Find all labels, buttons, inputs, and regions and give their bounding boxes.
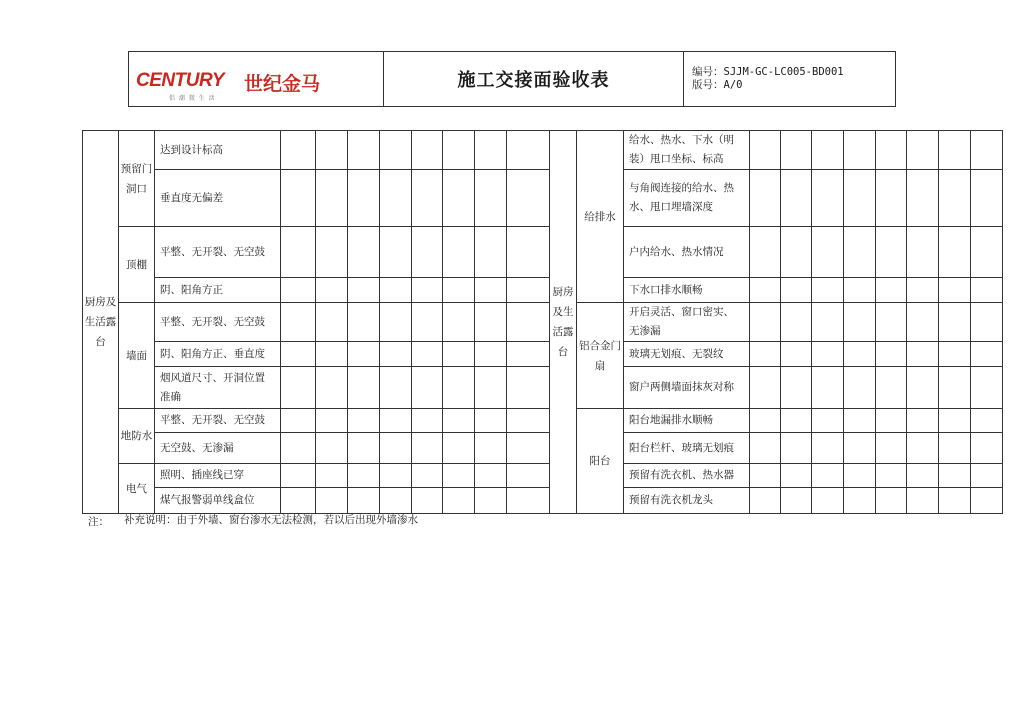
check-cell[interactable] (939, 170, 971, 227)
footnote-text: 补充说明：由于外墙、窗台渗水无法检测，若以后出现外墙渗水 (124, 514, 418, 526)
check-cell[interactable] (380, 342, 412, 367)
check-cell[interactable] (412, 278, 443, 303)
check-cell[interactable] (939, 303, 971, 342)
check-cell[interactable] (939, 131, 971, 170)
check-cell[interactable] (750, 488, 781, 514)
check-cell[interactable] (844, 433, 876, 464)
right-item-7: 窗户两侧墙面抹灰对称 (624, 367, 750, 409)
check-cell[interactable] (812, 278, 844, 303)
check-cell[interactable] (316, 131, 348, 170)
check-cell[interactable] (876, 464, 907, 488)
check-cell[interactable] (348, 409, 380, 433)
inspection-table (82, 130, 1003, 514)
check-cell[interactable] (412, 131, 443, 170)
check-cell[interactable] (750, 170, 781, 227)
check-cell[interactable] (907, 131, 939, 170)
check-cell[interactable] (507, 342, 550, 367)
check-cell[interactable] (507, 367, 550, 409)
left-item-2: 垂直度无偏差 (155, 170, 281, 227)
right-area-label: 厨房及生活露台 (550, 131, 577, 514)
check-cell[interactable] (907, 227, 939, 278)
check-cell[interactable] (812, 433, 844, 464)
check-cell[interactable] (443, 303, 475, 342)
check-cell[interactable] (876, 409, 907, 433)
check-cell[interactable] (348, 131, 380, 170)
check-cell[interactable] (907, 464, 939, 488)
check-cell[interactable] (443, 131, 475, 170)
check-cell[interactable] (443, 278, 475, 303)
footnote-label: 注： (88, 516, 109, 528)
left-item-11: 煤气报警弱单线盒位 (155, 488, 281, 514)
check-cell[interactable] (348, 433, 380, 464)
check-cell[interactable] (475, 488, 507, 514)
check-cell[interactable] (507, 131, 550, 170)
right-item-5: 开启灵活、窗口密实、无渗漏 (624, 303, 750, 342)
left-area-label: 厨房及生活露台 (83, 131, 119, 514)
left-item-9: 无空鼓、无渗漏 (155, 433, 281, 464)
left-group-electric: 电气 (119, 464, 155, 514)
check-cell[interactable] (844, 367, 876, 409)
check-cell[interactable] (971, 303, 1003, 342)
check-cell[interactable] (812, 367, 844, 409)
check-cell[interactable] (380, 409, 412, 433)
left-group-ceiling: 顶棚 (119, 227, 155, 303)
check-cell[interactable] (380, 170, 412, 227)
check-cell[interactable] (939, 227, 971, 278)
check-cell[interactable] (281, 303, 316, 342)
document-title: 施工交接面验收表 (384, 52, 684, 106)
check-cell[interactable] (412, 367, 443, 409)
check-cell[interactable] (876, 433, 907, 464)
check-cell[interactable] (475, 409, 507, 433)
check-cell[interactable] (475, 227, 507, 278)
check-cell[interactable] (812, 170, 844, 227)
check-cell[interactable] (380, 131, 412, 170)
left-group-floor-waterproof: 地防水 (119, 409, 155, 464)
check-cell[interactable] (750, 342, 781, 367)
check-cell[interactable] (971, 433, 1003, 464)
check-cell[interactable] (507, 278, 550, 303)
check-cell[interactable] (844, 131, 876, 170)
table-row (83, 170, 1003, 227)
check-cell[interactable] (812, 303, 844, 342)
check-cell[interactable] (939, 367, 971, 409)
check-cell[interactable] (750, 433, 781, 464)
check-cell[interactable] (750, 303, 781, 342)
check-cell[interactable] (316, 433, 348, 464)
check-cell[interactable] (781, 488, 812, 514)
check-cell[interactable] (750, 464, 781, 488)
check-cell[interactable] (443, 170, 475, 227)
check-cell[interactable] (507, 303, 550, 342)
check-cell[interactable] (507, 488, 550, 514)
check-cell[interactable] (781, 342, 812, 367)
left-item-6: 阴、阳角方正、垂直度 (155, 342, 281, 367)
check-cell[interactable] (507, 170, 550, 227)
check-cell[interactable] (507, 464, 550, 488)
check-cell[interactable] (812, 409, 844, 433)
right-item-1: 给水、热水、下水（明装）甩口坐标、标高 (624, 131, 750, 170)
check-cell[interactable] (412, 409, 443, 433)
check-cell[interactable] (412, 303, 443, 342)
check-cell[interactable] (380, 433, 412, 464)
check-cell[interactable] (316, 367, 348, 409)
check-cell[interactable] (475, 342, 507, 367)
check-cell[interactable] (316, 409, 348, 433)
left-item-4: 阴、阳角方正 (155, 278, 281, 303)
check-cell[interactable] (876, 278, 907, 303)
check-cell[interactable] (507, 409, 550, 433)
check-cell[interactable] (876, 303, 907, 342)
right-item-6: 玻璃无划痕、无裂纹 (624, 342, 750, 367)
left-item-3: 平整、无开裂、无空鼓 (155, 227, 281, 278)
check-cell[interactable] (507, 227, 550, 278)
check-cell[interactable] (876, 367, 907, 409)
check-cell[interactable] (844, 170, 876, 227)
check-cell[interactable] (412, 170, 443, 227)
check-cell[interactable] (475, 131, 507, 170)
check-cell[interactable] (348, 488, 380, 514)
check-cell[interactable] (939, 464, 971, 488)
check-cell[interactable] (781, 170, 812, 227)
check-cell[interactable] (316, 170, 348, 227)
check-cell[interactable] (412, 488, 443, 514)
check-cell[interactable] (281, 433, 316, 464)
check-cell[interactable] (939, 409, 971, 433)
check-cell[interactable] (907, 342, 939, 367)
check-cell[interactable] (876, 227, 907, 278)
check-cell[interactable] (412, 227, 443, 278)
check-cell[interactable] (348, 227, 380, 278)
check-cell[interactable] (781, 367, 812, 409)
check-cell[interactable] (939, 488, 971, 514)
check-cell[interactable] (812, 227, 844, 278)
check-cell[interactable] (876, 170, 907, 227)
check-cell[interactable] (475, 464, 507, 488)
check-cell[interactable] (844, 409, 876, 433)
check-cell[interactable] (380, 278, 412, 303)
table-row (83, 433, 1003, 464)
check-cell[interactable] (443, 227, 475, 278)
check-cell[interactable] (281, 342, 316, 367)
check-cell[interactable] (380, 488, 412, 514)
check-cell[interactable] (348, 303, 380, 342)
table-row (83, 409, 1003, 433)
check-cell[interactable] (380, 367, 412, 409)
check-cell[interactable] (844, 278, 876, 303)
check-cell[interactable] (281, 278, 316, 303)
left-group-wall: 墙面 (119, 303, 155, 409)
check-cell[interactable] (971, 342, 1003, 367)
check-cell[interactable] (380, 464, 412, 488)
check-cell[interactable] (907, 367, 939, 409)
check-cell[interactable] (412, 464, 443, 488)
document-header (128, 51, 896, 107)
company-logo (129, 52, 384, 106)
check-cell[interactable] (812, 488, 844, 514)
check-cell[interactable] (907, 170, 939, 227)
logo-slogan: 倡 潮 微 生 活 (169, 95, 216, 102)
check-cell[interactable] (507, 433, 550, 464)
check-cell[interactable] (281, 464, 316, 488)
check-cell[interactable] (781, 278, 812, 303)
table-row (83, 488, 1003, 514)
check-cell[interactable] (812, 464, 844, 488)
check-cell[interactable] (907, 409, 939, 433)
check-cell[interactable] (443, 342, 475, 367)
check-cell[interactable] (380, 303, 412, 342)
left-item-8: 平整、无开裂、无空鼓 (155, 409, 281, 433)
logo-wordmark-cn: 世纪金马 (244, 73, 321, 95)
table-row (83, 278, 1003, 303)
right-item-2: 与角阀连接的给水、热水、甩口埋墙深度 (624, 170, 750, 227)
left-item-1: 达到设计标高 (155, 131, 281, 170)
check-cell[interactable] (971, 278, 1003, 303)
check-cell[interactable] (844, 227, 876, 278)
table-row (83, 131, 1003, 170)
check-cell[interactable] (844, 303, 876, 342)
check-cell[interactable] (781, 131, 812, 170)
check-cell[interactable] (971, 488, 1003, 514)
left-group-reserved-opening: 预留门洞口 (119, 131, 155, 227)
check-cell[interactable] (475, 170, 507, 227)
check-cell[interactable] (971, 367, 1003, 409)
check-cell[interactable] (281, 488, 316, 514)
check-cell[interactable] (971, 131, 1003, 170)
check-cell[interactable] (907, 278, 939, 303)
right-item-8: 阳台地漏排水顺畅 (624, 409, 750, 433)
right-item-10: 预留有洗衣机、热水器 (624, 464, 750, 488)
check-cell[interactable] (971, 227, 1003, 278)
check-cell[interactable] (348, 342, 380, 367)
check-cell[interactable] (348, 464, 380, 488)
check-cell[interactable] (750, 367, 781, 409)
check-cell[interactable] (475, 367, 507, 409)
check-cell[interactable] (316, 464, 348, 488)
check-cell[interactable] (443, 464, 475, 488)
check-cell[interactable] (750, 278, 781, 303)
check-cell[interactable] (939, 342, 971, 367)
check-cell[interactable] (781, 303, 812, 342)
check-cell[interactable] (781, 464, 812, 488)
table-row (83, 303, 1003, 342)
check-cell[interactable] (348, 278, 380, 303)
document-version: 版号：A/0 (692, 79, 743, 91)
check-cell[interactable] (781, 433, 812, 464)
check-cell[interactable] (348, 170, 380, 227)
right-item-11: 预留有洗衣机龙头 (624, 488, 750, 514)
left-item-7: 烟风道尺寸、开洞位置准确 (155, 367, 281, 409)
right-item-4: 下水口排水顺畅 (624, 278, 750, 303)
check-cell[interactable] (281, 409, 316, 433)
table-row (83, 342, 1003, 367)
check-cell[interactable] (443, 409, 475, 433)
document-code-block (684, 52, 895, 106)
check-cell[interactable] (750, 131, 781, 170)
check-cell[interactable] (281, 170, 316, 227)
check-cell[interactable] (812, 342, 844, 367)
check-cell[interactable] (443, 488, 475, 514)
check-cell[interactable] (316, 278, 348, 303)
table-row (83, 227, 1003, 278)
check-cell[interactable] (281, 367, 316, 409)
right-group-plumbing: 给排水 (577, 131, 624, 303)
check-cell[interactable] (971, 409, 1003, 433)
check-cell[interactable] (876, 488, 907, 514)
check-cell[interactable] (281, 131, 316, 170)
check-cell[interactable] (781, 227, 812, 278)
check-cell[interactable] (443, 367, 475, 409)
right-item-3: 户内给水、热水情况 (624, 227, 750, 278)
check-cell[interactable] (971, 170, 1003, 227)
left-item-10: 照明、插座线已穿 (155, 464, 281, 488)
check-cell[interactable] (475, 278, 507, 303)
check-cell[interactable] (348, 367, 380, 409)
check-cell[interactable] (412, 433, 443, 464)
check-cell[interactable] (844, 342, 876, 367)
table-row (83, 464, 1003, 488)
check-cell[interactable] (316, 488, 348, 514)
check-cell[interactable] (475, 303, 507, 342)
check-cell[interactable] (844, 488, 876, 514)
check-cell[interactable] (380, 227, 412, 278)
right-item-9: 阳台栏杆、玻璃无划痕 (624, 433, 750, 464)
logo-wordmark-en: CENTURY (136, 70, 224, 91)
document-number: 编号：SJJM-GC-LC005-BD001 (692, 66, 844, 78)
check-cell[interactable] (316, 227, 348, 278)
right-group-aluminum-door: 铝合金门扇 (577, 303, 624, 409)
check-cell[interactable] (939, 278, 971, 303)
check-cell[interactable] (876, 342, 907, 367)
check-cell[interactable] (750, 227, 781, 278)
check-cell[interactable] (443, 433, 475, 464)
left-item-5: 平整、无开裂、无空鼓 (155, 303, 281, 342)
check-cell[interactable] (907, 488, 939, 514)
check-cell[interactable] (316, 342, 348, 367)
check-cell[interactable] (781, 409, 812, 433)
check-cell[interactable] (281, 227, 316, 278)
right-group-balcony: 阳台 (577, 409, 624, 514)
check-cell[interactable] (876, 131, 907, 170)
check-cell[interactable] (907, 303, 939, 342)
check-cell[interactable] (316, 303, 348, 342)
check-cell[interactable] (412, 342, 443, 367)
check-cell[interactable] (475, 433, 507, 464)
check-cell[interactable] (907, 433, 939, 464)
check-cell[interactable] (971, 464, 1003, 488)
check-cell[interactable] (844, 464, 876, 488)
check-cell[interactable] (750, 409, 781, 433)
check-cell[interactable] (812, 131, 844, 170)
table-row (83, 367, 1003, 409)
check-cell[interactable] (939, 433, 971, 464)
